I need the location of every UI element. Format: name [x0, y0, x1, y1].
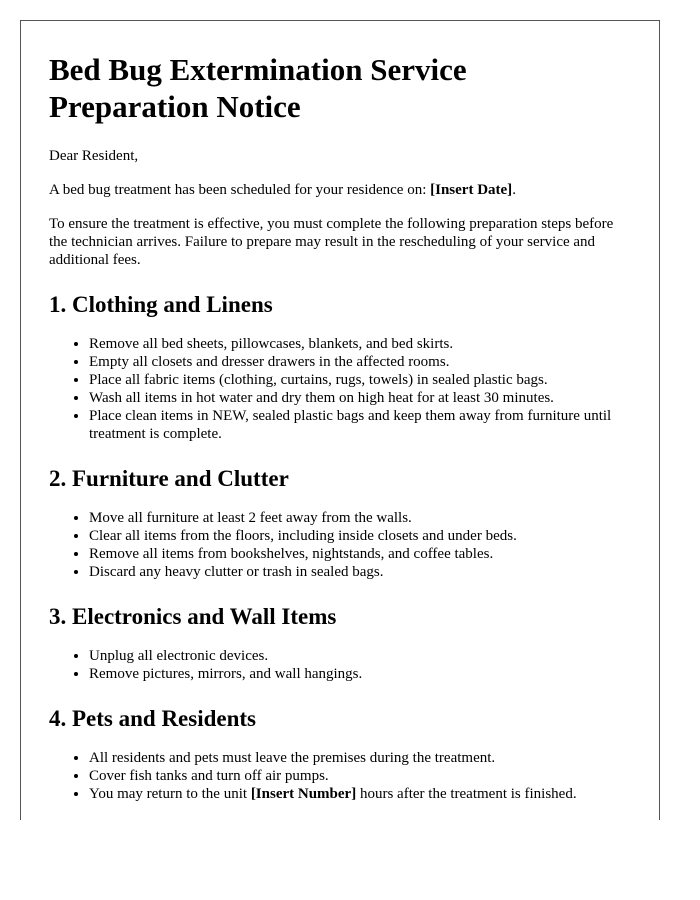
clothing-list [49, 335, 631, 443]
list-item: • Wash all items in hot water and dry them on high heat for at least 30 minutes. [89, 389, 631, 407]
intro-end: . [512, 182, 516, 198]
greeting: Dear Resident, [49, 148, 139, 164]
list-item: • All residents and pets must leave the premises during the treatment. [89, 749, 631, 767]
electronics-list [49, 647, 631, 683]
list-item: • Place all fabric items (clothing, curtains, rugs, towels) in sealed plastic bags. [89, 371, 631, 389]
return-text-end: hours after the treatment is finished. [356, 786, 577, 802]
instructions-paragraph: To ensure the treatment is effective, you must complete the following preparation steps before the technician arrives. Failure to prepare may result in the rescheduling of your service and additional fees. [49, 216, 614, 268]
number-placeholder: [Insert Number] [250, 786, 357, 802]
section-heading-pets: 4. Pets and Residents [49, 706, 257, 731]
list-item: • Place clean items in NEW, sealed plastic bags and keep them away from furniture until treatment is complete. [89, 407, 631, 443]
list-item: • Move all furniture at least 2 feet away from the walls. [89, 509, 631, 527]
list-item: • Unplug all electronic devices. [89, 647, 631, 665]
section-heading-clothing: 1. Clothing and Linens [49, 292, 273, 317]
section-heading-electronics: 3. Electronics and Wall Items [49, 604, 337, 629]
list-item: • Cover fish tanks and turn off air pumps. [89, 767, 631, 785]
list-item [89, 785, 631, 803]
notice-page [20, 20, 660, 820]
section-heading-furniture: 2. Furniture and Clutter [49, 466, 289, 491]
list-item: • Remove all bed sheets, pillowcases, blankets, and bed skirts. [89, 335, 631, 353]
intro-paragraph [49, 181, 631, 199]
list-item: • Remove all items from bookshelves, nightstands, and coffee tables. [89, 545, 631, 563]
list-item: • Discard any heavy clutter or trash in sealed bags. [89, 563, 631, 581]
date-placeholder: [Insert Date] [430, 182, 513, 198]
intro-text: A bed bug treatment has been scheduled for your residence on: [49, 182, 431, 198]
furniture-list [49, 509, 631, 581]
list-item: • Clear all items from the floors, including inside closets and under beds. [89, 527, 631, 545]
pets-list [49, 749, 631, 803]
list-item: • Empty all closets and dresser drawers in the affected rooms. [89, 353, 631, 371]
list-item: • Remove pictures, mirrors, and wall hangings. [89, 665, 631, 683]
page-title: Bed Bug Extermination Service Preparation Notice [49, 52, 467, 124]
return-text: You may return to the unit [89, 786, 251, 802]
